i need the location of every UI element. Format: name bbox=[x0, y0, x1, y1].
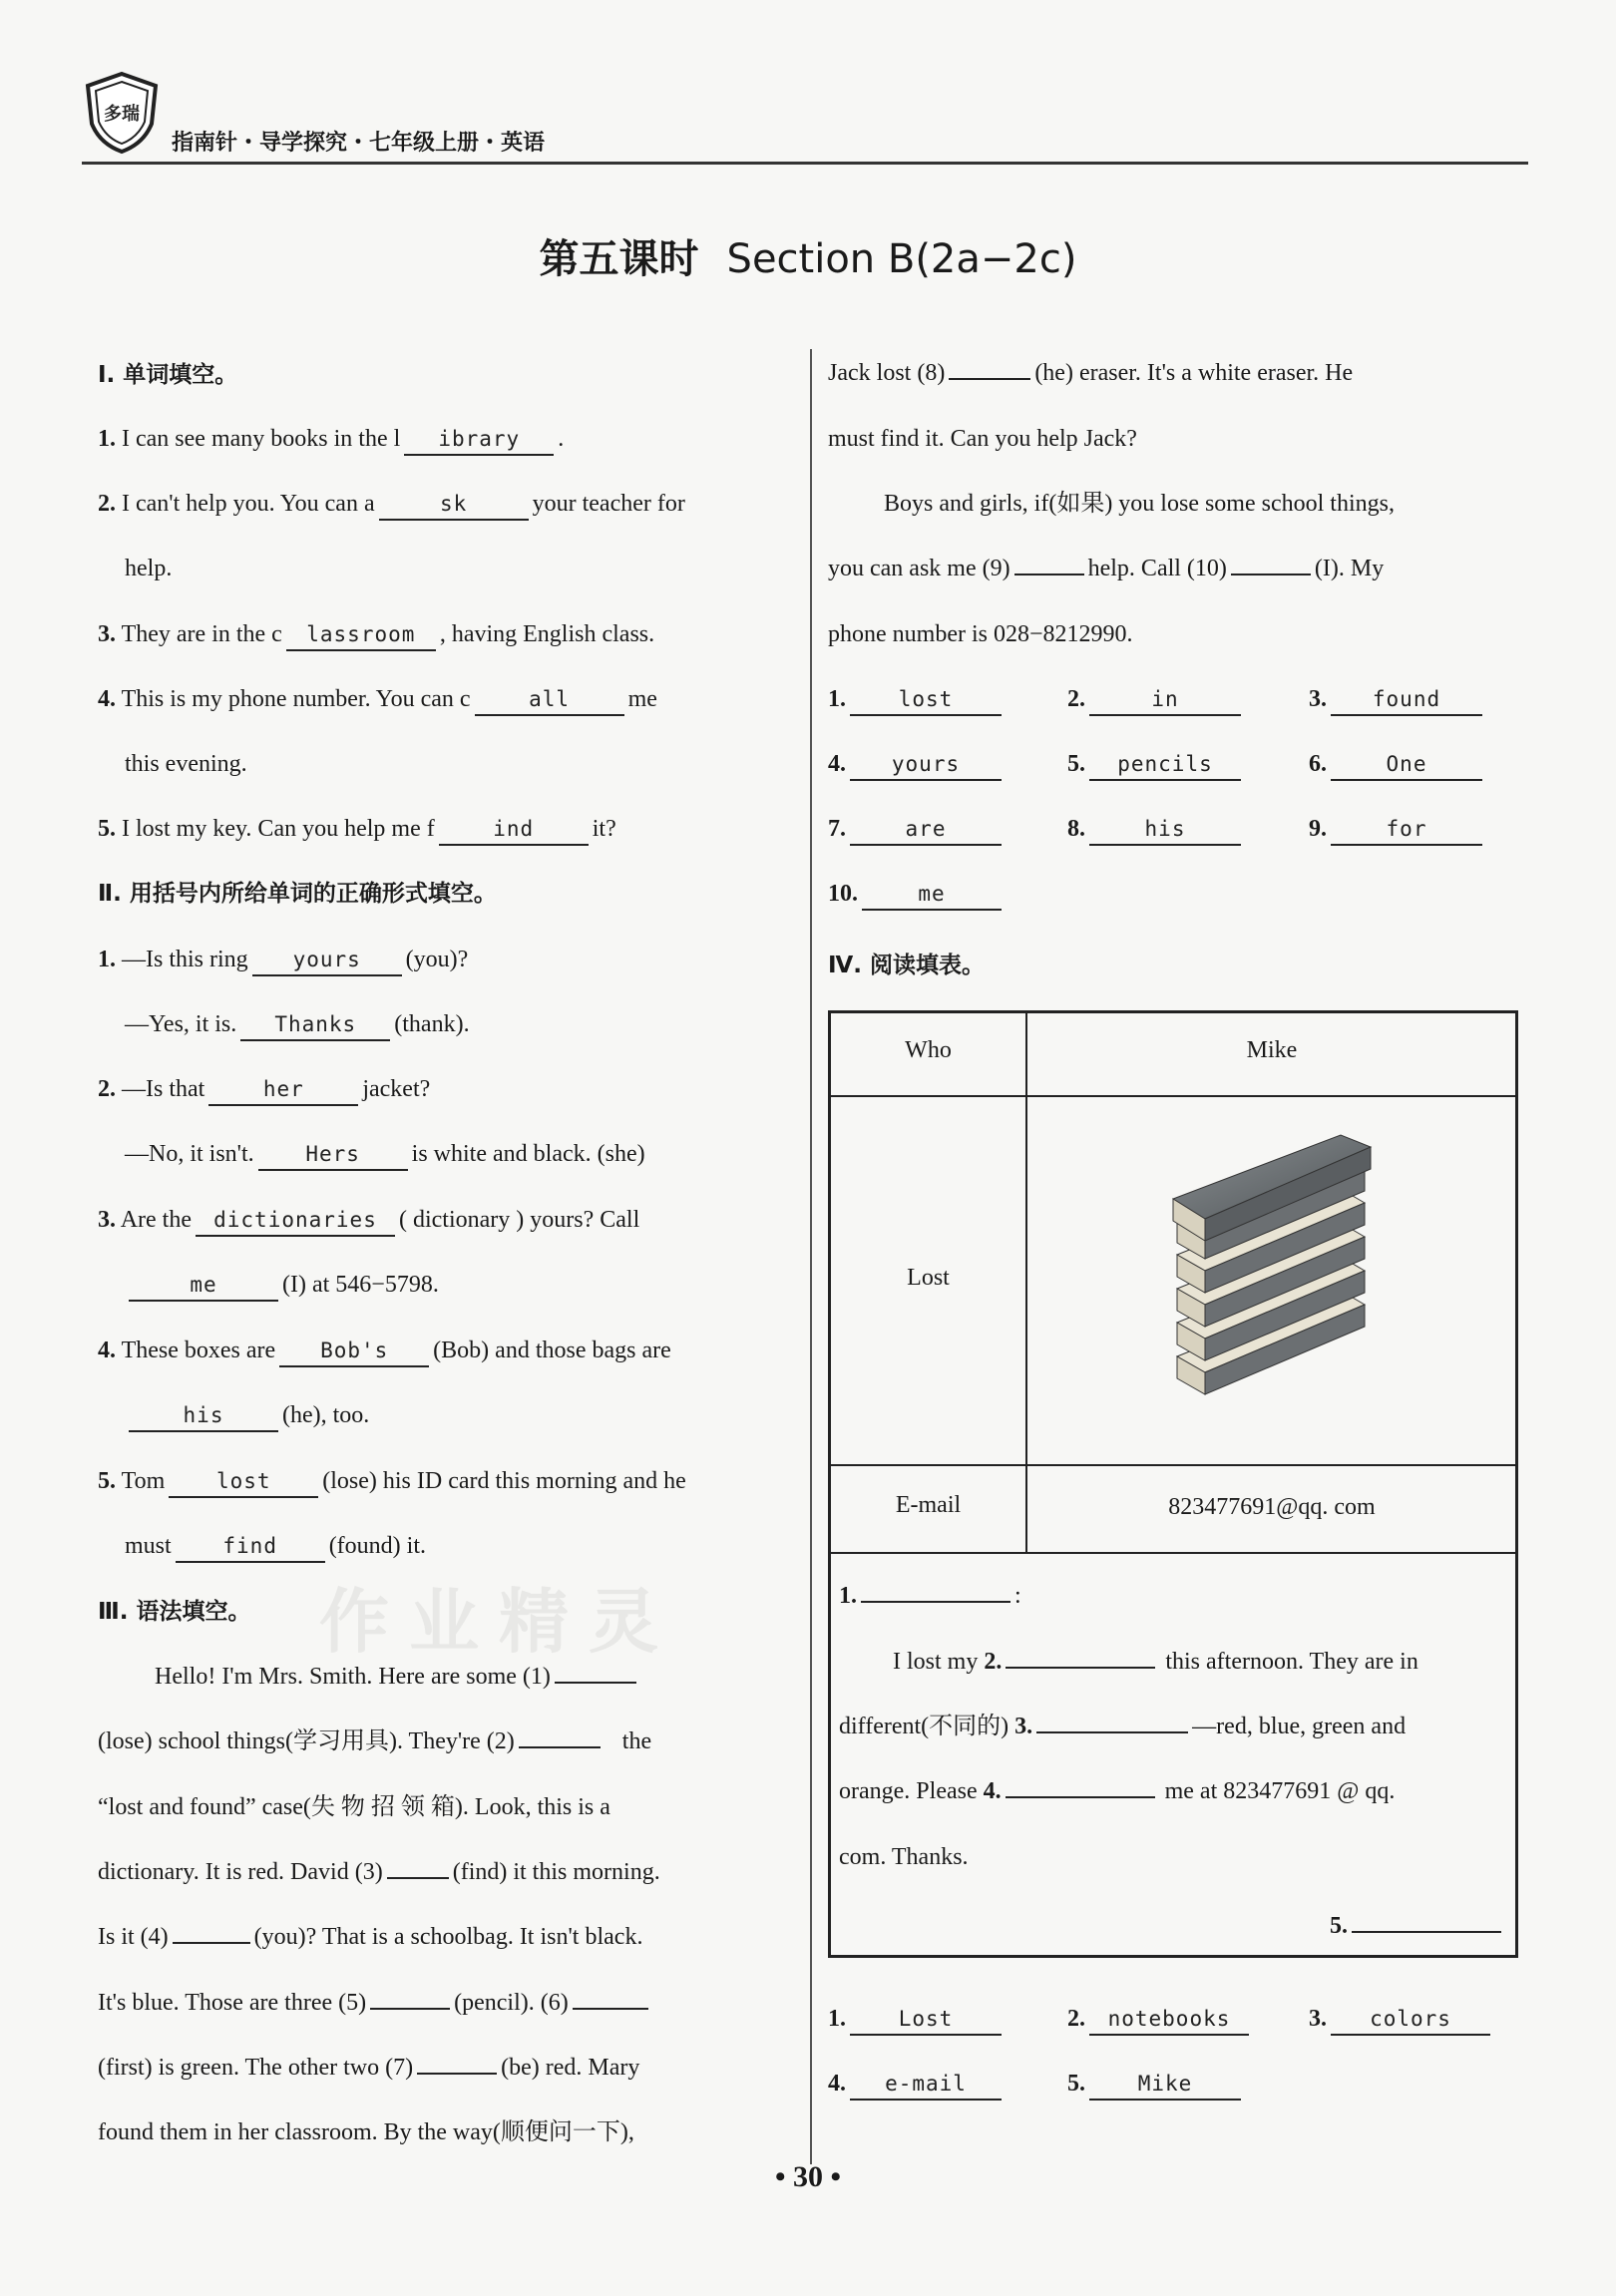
passage-blank[interactable] bbox=[417, 2051, 497, 2075]
note-blank[interactable] bbox=[1006, 1645, 1155, 1669]
note-line: different(不同的) 3. —red, blue, green and bbox=[839, 1707, 1406, 1746]
table-who-label: Who bbox=[905, 1037, 952, 1063]
table-lost-label: Lost bbox=[907, 1265, 950, 1291]
passage-blank[interactable] bbox=[1231, 552, 1311, 575]
answer-blank[interactable]: notebooks bbox=[1089, 2004, 1249, 2036]
table-row-rule bbox=[831, 1095, 1515, 1097]
passage-blank[interactable] bbox=[555, 1660, 636, 1684]
answer-blank[interactable]: me bbox=[862, 879, 1002, 911]
reading-table bbox=[828, 1010, 1518, 1958]
lesson-title-en: Section B(2a−2c) bbox=[726, 236, 1077, 282]
passage-line: Hello! I'm Mrs. Smith. Here are some (1) bbox=[155, 1657, 640, 1697]
header-divider bbox=[82, 162, 1528, 165]
note-blank[interactable] bbox=[1352, 1909, 1501, 1933]
watermark: 作业精灵 bbox=[319, 1581, 678, 1663]
answer-row: 4. yours bbox=[828, 744, 1006, 784]
table-email-label: E-mail bbox=[895, 1492, 962, 1518]
answer-blank[interactable]: her bbox=[208, 1074, 358, 1106]
passage-blank[interactable] bbox=[1014, 552, 1084, 575]
answer-blank[interactable]: pencils bbox=[1089, 749, 1241, 781]
passage-line: It's blue. Those are three (5) (pencil). (6) bbox=[98, 1983, 652, 2023]
note-signature-line: 5. bbox=[1330, 1906, 1505, 1946]
svg-text:多瑞: 多瑞 bbox=[104, 104, 140, 125]
exercise-continuation: this evening. bbox=[125, 751, 247, 777]
answer-row: 2. notebooks bbox=[1067, 1999, 1253, 2039]
passage-blank[interactable] bbox=[173, 1920, 250, 1944]
table-row-rule bbox=[831, 1552, 1515, 1554]
answer-blank[interactable]: yours bbox=[850, 749, 1002, 781]
book-series-title: 指南针・导学探究・七年级上册・英语 bbox=[172, 131, 546, 156]
page-title bbox=[0, 227, 1616, 284]
note-line: I lost my 2. this afternoon. They are in bbox=[893, 1642, 1418, 1682]
answer-row: 7. are bbox=[828, 809, 1006, 849]
answer-blank[interactable]: ind bbox=[439, 814, 589, 846]
passage-line: found them in her classroom. By the way(顺便问一下), bbox=[98, 2119, 634, 2145]
answer-blank[interactable]: sk bbox=[379, 489, 529, 521]
note-line: com. Thanks. bbox=[839, 1844, 969, 1870]
passage-line: must find it. Can you help Jack? bbox=[828, 426, 1137, 452]
table-who-value: Mike bbox=[1246, 1037, 1298, 1063]
answer-blank[interactable]: colors bbox=[1331, 2004, 1490, 2036]
answer-blank[interactable]: his bbox=[129, 1400, 278, 1432]
answer-blank[interactable]: lassroom bbox=[286, 619, 436, 651]
answer-row: 9. for bbox=[1309, 809, 1486, 849]
exercise-line: 3. Are the dictionaries ( dictionary ) yours? Call bbox=[98, 1200, 639, 1240]
note-line: orange. Please 4. me at 823477691 @ qq. bbox=[839, 1771, 1395, 1811]
passage-line: Jack lost (8) (he) eraser. It's a white eraser. He bbox=[828, 353, 1353, 393]
note-blank[interactable] bbox=[1036, 1710, 1188, 1733]
exercise-line: me (I) at 546−5798. bbox=[125, 1265, 439, 1305]
notebooks-stack-image bbox=[1165, 1125, 1385, 1449]
section-3-heading: Ⅲ. 语法填空。 bbox=[98, 1599, 251, 1625]
exercise-line: —Yes, it is. Thanks (thank). bbox=[125, 1004, 470, 1044]
answer-row: 10. me bbox=[828, 874, 1006, 914]
answer-blank[interactable]: lost bbox=[169, 1466, 318, 1498]
exercise-line: 4. These boxes are Bob's (Bob) and those bags are bbox=[98, 1331, 671, 1370]
answer-row: 4. e-mail bbox=[828, 2064, 1006, 2104]
exercise-line: 5. I lost my key. Can you help me f ind it? bbox=[98, 809, 616, 849]
answer-row: 2. in bbox=[1067, 679, 1245, 719]
passage-line: “lost and found” case(失 物 招 领 箱). Look, this is a bbox=[98, 1794, 610, 1820]
passage-line: Boys and girls, if(如果) you lose some school things, bbox=[884, 491, 1395, 517]
table-column-rule bbox=[1025, 1013, 1027, 1552]
exercise-line: must find (found) it. bbox=[125, 1526, 426, 1566]
answer-blank[interactable]: all bbox=[475, 684, 624, 716]
note-blank[interactable] bbox=[1006, 1774, 1155, 1798]
answer-row: 3. found bbox=[1309, 679, 1486, 719]
note-blank[interactable] bbox=[861, 1579, 1010, 1603]
exercise-line: his (he), too. bbox=[125, 1395, 369, 1435]
answer-row: 8. his bbox=[1067, 809, 1245, 849]
exercise-line: 2. I can't help you. You can a sk your teacher for bbox=[98, 484, 685, 524]
exercise-continuation: help. bbox=[125, 556, 173, 581]
answer-blank[interactable]: dictionaries bbox=[196, 1205, 395, 1237]
exercise-line: 1. —Is this ring yours (you)? bbox=[98, 940, 468, 979]
passage-blank[interactable] bbox=[387, 1855, 449, 1879]
answer-row: 1. lost bbox=[828, 679, 1006, 719]
exercise-line: 3. They are in the c lassroom , having English class. bbox=[98, 614, 654, 654]
answer-blank[interactable]: One bbox=[1331, 749, 1482, 781]
answer-blank[interactable]: Lost bbox=[850, 2004, 1002, 2036]
passage-line: (first) is green. The other two (7) (be) red. Mary bbox=[98, 2048, 639, 2088]
section-2-heading: Ⅱ. 用括号内所给单词的正确形式填空。 bbox=[98, 881, 497, 907]
passage-blank[interactable] bbox=[370, 1986, 450, 2010]
column-divider bbox=[810, 349, 812, 2164]
answer-blank[interactable]: me bbox=[129, 1270, 278, 1302]
answer-blank[interactable]: found bbox=[1331, 684, 1482, 716]
exercise-line: 5. Tom lost (lose) his ID card this morning and he bbox=[98, 1461, 686, 1501]
answer-row: 5. pencils bbox=[1067, 744, 1245, 784]
answer-blank[interactable]: ibrary bbox=[404, 424, 554, 456]
answer-blank[interactable]: his bbox=[1089, 814, 1241, 846]
passage-blank[interactable] bbox=[573, 1986, 648, 2010]
answer-row: 1. Lost bbox=[828, 1999, 1006, 2039]
answer-blank[interactable]: Hers bbox=[258, 1139, 408, 1171]
answer-blank[interactable]: Thanks bbox=[240, 1009, 390, 1041]
passage-line: you can ask me (9) help. Call (10) (I). My bbox=[828, 549, 1384, 588]
passage-line: phone number is 028−8212990. bbox=[828, 621, 1133, 647]
publisher-logo bbox=[82, 70, 162, 156]
answer-row: 3. colors bbox=[1309, 1999, 1494, 2039]
page-number: • 30 • bbox=[774, 2160, 841, 2193]
answer-blank[interactable]: e-mail bbox=[850, 2069, 1002, 2101]
table-row-rule bbox=[831, 1464, 1515, 1466]
answer-row: 6. One bbox=[1309, 744, 1486, 784]
answer-blank[interactable]: are bbox=[850, 814, 1002, 846]
passage-line: (lose) school things(学习用具). They're (2) the bbox=[98, 1722, 651, 1761]
answer-blank[interactable]: Mike bbox=[1089, 2069, 1241, 2101]
lesson-title-cn: 第五课时 bbox=[539, 236, 699, 282]
answer-blank[interactable]: lost bbox=[850, 684, 1002, 716]
table-email-value: 823477691@qq. com bbox=[1168, 1494, 1376, 1520]
answer-blank[interactable]: Bob's bbox=[279, 1336, 429, 1367]
answer-blank[interactable]: yours bbox=[252, 945, 402, 976]
answer-blank[interactable]: for bbox=[1331, 814, 1482, 846]
answer-row: 5. Mike bbox=[1067, 2064, 1245, 2104]
exercise-line: —No, it isn't. Hers is white and black. (she) bbox=[125, 1134, 645, 1174]
passage-blank[interactable] bbox=[519, 1724, 601, 1748]
passage-blank[interactable] bbox=[949, 356, 1030, 380]
note-heading-line: 1. : bbox=[839, 1576, 1021, 1616]
section-4-heading: Ⅳ. 阅读填表。 bbox=[828, 953, 986, 978]
exercise-line: 1. I can see many books in the l ibrary . bbox=[98, 419, 564, 459]
answer-blank[interactable]: find bbox=[176, 1531, 325, 1563]
answer-blank[interactable]: in bbox=[1089, 684, 1241, 716]
exercise-line: 4. This is my phone number. You can c all me bbox=[98, 679, 657, 719]
passage-line: Is it (4) (you)? That is a schoolbag. It isn't black. bbox=[98, 1917, 642, 1957]
exercise-line: 2. —Is that her jacket? bbox=[98, 1069, 430, 1109]
passage-line: dictionary. It is red. David (3) (find) it this morning. bbox=[98, 1852, 660, 1892]
section-1-heading: Ⅰ. 单词填空。 bbox=[98, 362, 238, 388]
